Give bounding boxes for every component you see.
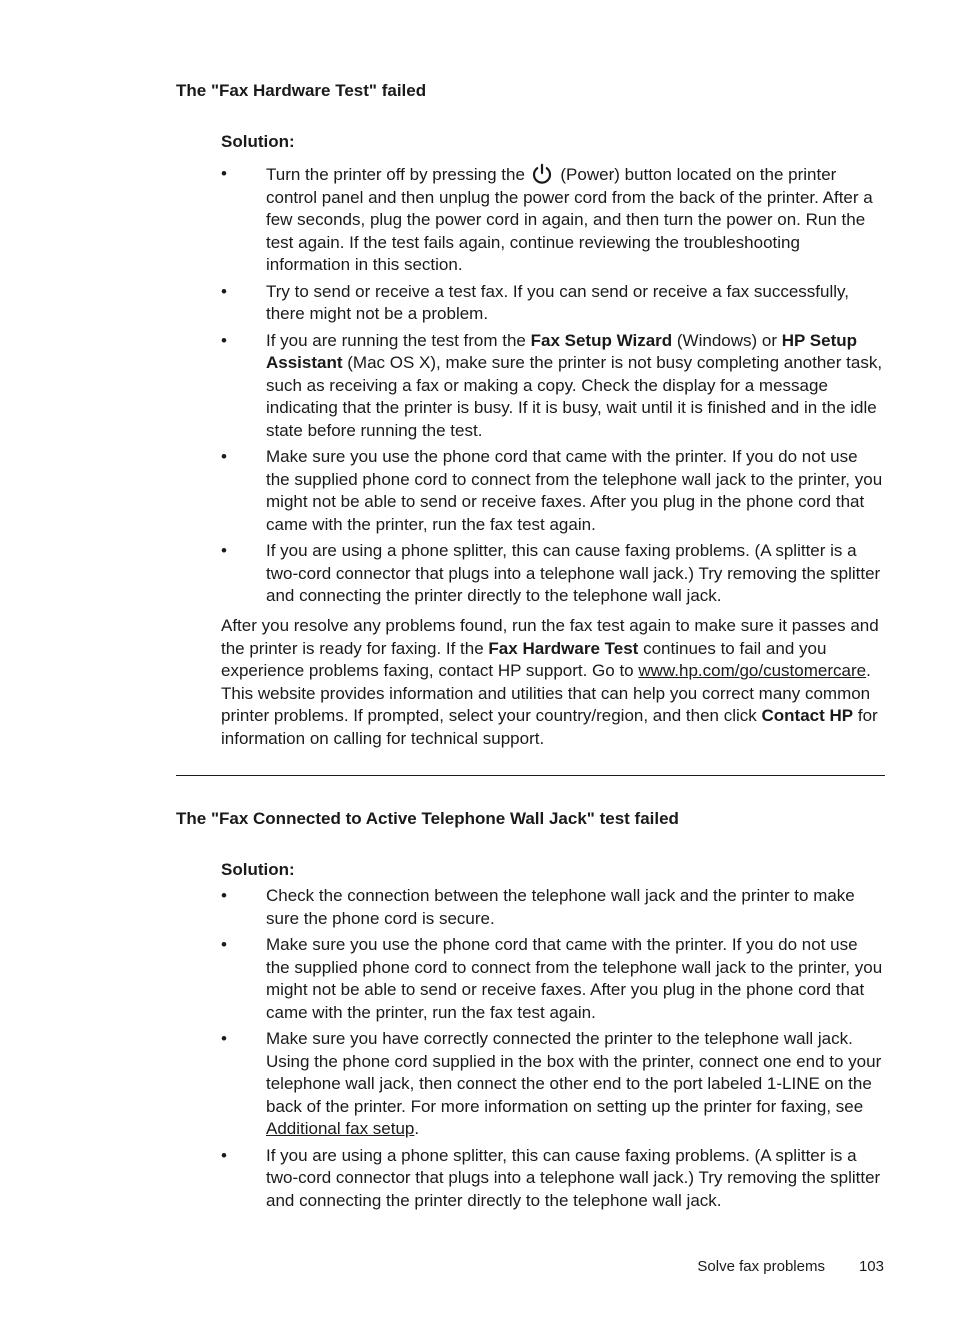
list-item: • If you are using a phone splitter, this can cause faxing problems. (A splitter is a two-cord connector that plugs into a telephone wall jack.) Try removing the splitter and connecting the printer directly to the telephone wall jack. [221,1145,885,1213]
list-item: • Turn the printer off by pressing the (Power) button located on the printer control panel and then unplug the power cord from the back of the printer. After a few seconds, plug the power cord in again, and then turn the power on. Run the test again. If the test fails again, continue reviewing the troubleshooting information in this section. [221,163,885,277]
section-divider [176,775,885,776]
power-icon [531,163,553,185]
solution-label: Solution: [221,132,295,151]
page-footer [697,1257,884,1277]
contact-hp-term: Contact HP [761,706,854,725]
list-item: • Make sure you use the phone cord that came with the printer. If you do not use the supplied phone cord to connect from the telephone wall jack to the printer, you might not be able to send or receive faxes. After you plug in the phone cord that came with the printer, run the fax test again. [221,446,885,536]
footer-section-name: Solve fax problems [697,1258,825,1275]
list-item: • Make sure you use the phone cord that came with the printer. If you do not use the supplied phone cord to connect from the telephone wall jack to the printer, you might not be able to send or receive faxes. After you plug in the phone cord that came with the printer, run the fax test again. [221,934,885,1024]
list-item: • If you are running the test from the Fax Setup Wizard (Windows) or HP Setup Assistant (Mac OS X), make sure the printer is not busy completing another task, such as receiving a fax or making a copy. Check the display for a message indicating that the printer is busy. If it is busy, wait until it is finished and in the idle state before running the test. [221,330,885,443]
solution-label: Solution: [221,860,295,879]
list-item: • If you are using a phone splitter, this can cause faxing problems. (A splitter is a two-cord connector that plugs into a telephone wall jack.) Try removing the splitter and connecting the printer directly to the telephone wall jack. [221,540,885,608]
section-heading-fax-hardware-test: The "Fax Hardware Test" failed [176,81,427,100]
fax-setup-wizard-term: Fax Setup Wizard [530,330,673,350]
solution-list [221,885,885,1216]
page-number: 103 [858,1258,884,1275]
additional-fax-setup-link[interactable]: Additional fax setup [266,1119,415,1138]
solution-list [221,163,885,612]
resolution-paragraph: After you resolve any problems found, run the fax test again to make sure it passes and the printer is ready for faxing. If the Fax Hardware Test continues to fail and you experience problems faxing, contact HP support. Go to www.hp.com/go/customercare. This website provides information and utilities that can help you correct many common printer problems. If prompted, select your country/region, and then click Contact HP for information on calling for technical support. [221,616,879,748]
list-item: • Try to send or receive a test fax. If you can send or receive a fax successfully, there might not be a problem. [221,281,885,326]
hp-setup-assistant-term: HP Setup Assistant [266,330,858,372]
list-item: • Check the connection between the telephone wall jack and the printer to make sure the phone cord is secure. [221,885,885,930]
list-item: • Make sure you have correctly connected the printer to the telephone wall jack. Using the phone cord supplied in the box with the printer, connect one end to your telephone wall jack, then connect the other end to the port labeled 1-LINE on the back of the printer. For more information on setting up the printer for faxing, see Additional fax setup. [221,1028,885,1141]
section-heading-wall-jack-test: The "Fax Connected to Active Telephone Wall Jack" test failed [176,809,679,828]
customercare-link[interactable]: www.hp.com/go/customercare [638,661,867,680]
fax-hardware-test-term: Fax Hardware Test [488,638,639,658]
